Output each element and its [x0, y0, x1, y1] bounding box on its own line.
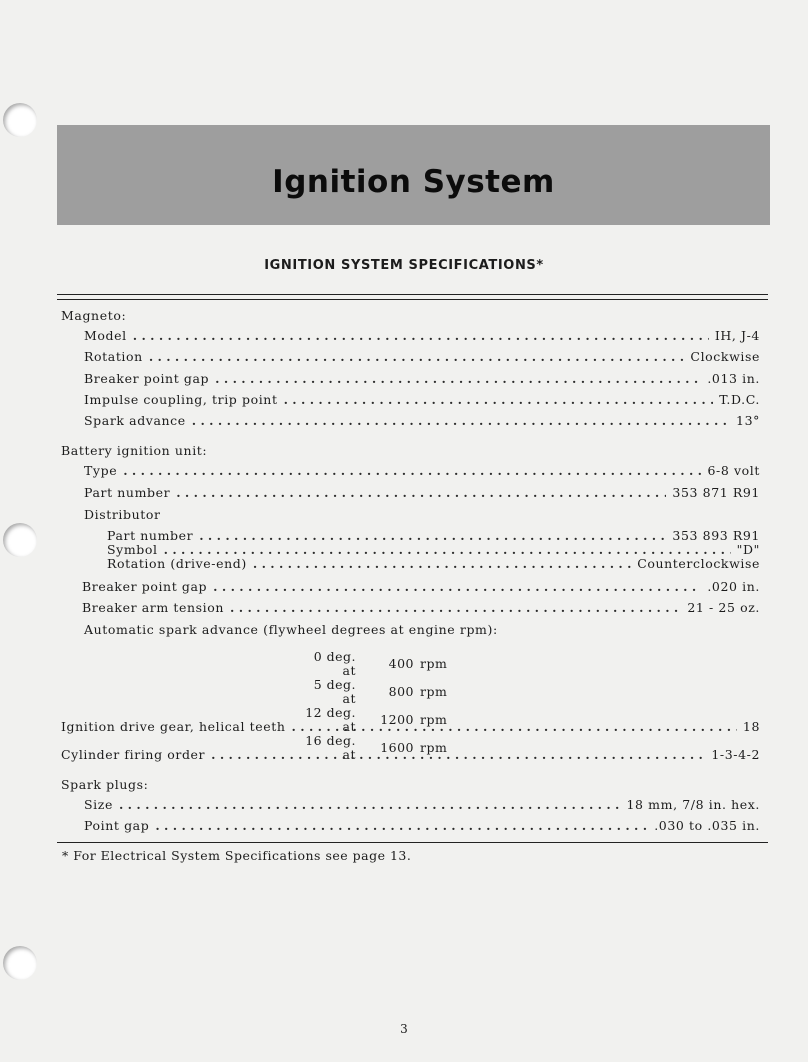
spec-label: Type: [84, 463, 118, 478]
spec-label: Spark advance: [84, 413, 186, 428]
spec-label: Point gap: [84, 818, 150, 833]
spec-row: [84, 464, 760, 478]
rpm-cell: 800: [388, 684, 414, 699]
spec-label: Breaker point gap: [84, 371, 210, 386]
spec-label: Breaker arm tension: [82, 600, 225, 615]
spec-value: IH, J-4: [714, 328, 760, 343]
auto-advance-table: [300, 650, 447, 762]
spec-value: 353 871 R91: [672, 485, 760, 500]
spec-label: Impulse coupling, trip point: [84, 392, 278, 407]
spec-row: [61, 720, 760, 734]
page-title: Ignition System: [272, 164, 555, 200]
spec-value: 6-8 volt: [707, 463, 760, 478]
spec-row: [107, 529, 760, 543]
unit-cell: rpm: [420, 740, 448, 755]
spec-row: [84, 486, 760, 500]
spec-value: "D": [736, 542, 760, 557]
dot-leader: [133, 329, 709, 343]
table-row: [300, 650, 447, 678]
table-row: [300, 678, 447, 706]
spec-value: 21 - 25 oz.: [687, 600, 760, 615]
dot-leader: [176, 486, 666, 500]
spec-value: T.D.C.: [719, 392, 760, 407]
spec-label: Rotation: [84, 349, 143, 364]
unit-cell: rpm: [420, 712, 448, 727]
spec-value: .020 in.: [707, 579, 760, 594]
dot-leader: [199, 529, 666, 543]
spec-value: Counterclockwise: [637, 556, 760, 571]
unit-cell: rpm: [420, 684, 448, 699]
spec-row: [84, 819, 760, 833]
dot-leader: [164, 543, 731, 557]
binder-hole-bottom: [3, 946, 37, 980]
deg-cell: 16 deg. at: [305, 733, 356, 762]
spec-label: Rotation (drive-end): [107, 556, 247, 571]
spec-label: Ignition drive gear, helical teeth: [61, 719, 286, 734]
spark-plugs-heading: Spark plugs:: [61, 777, 149, 792]
spec-value: Clockwise: [690, 349, 760, 364]
distributor-heading: Distributor: [84, 507, 161, 522]
footnote: * For Electrical System Specifications see page 13.: [62, 848, 412, 863]
spec-value: 18 mm, 7/8 in. hex.: [626, 797, 760, 812]
dot-leader: [213, 580, 701, 594]
dot-leader: [211, 748, 705, 762]
spec-value: 18: [742, 719, 760, 734]
spec-label: Part number: [107, 528, 194, 543]
spec-value: 1-3-4-2: [711, 747, 760, 762]
top-double-rule: [57, 294, 768, 300]
deg-cell: 0 deg. at: [313, 649, 356, 678]
deg-cell: 12 deg. at: [305, 705, 356, 734]
dot-leader: [284, 393, 714, 407]
spec-row: [84, 798, 760, 812]
spec-row: [82, 580, 760, 594]
spec-label: Symbol: [107, 542, 158, 557]
spec-label: Cylinder firing order: [61, 747, 206, 762]
dot-leader: [215, 372, 701, 386]
rpm-cell: 1600: [380, 740, 414, 755]
page-number: 3: [400, 1022, 408, 1036]
spec-row: [61, 748, 760, 762]
dot-leader: [155, 819, 648, 833]
dot-leader: [119, 798, 621, 812]
spec-value: .030 to .035 in.: [654, 818, 760, 833]
deg-cell: 5 deg. at: [313, 677, 356, 706]
dot-leader: [292, 720, 737, 734]
spec-value: .013 in.: [707, 371, 760, 386]
dot-leader: [230, 601, 681, 615]
spec-label: Model: [84, 328, 127, 343]
spec-row: [82, 601, 760, 615]
title-banner: [57, 125, 770, 225]
spec-row: [84, 393, 760, 407]
spec-row: [84, 329, 760, 343]
magneto-heading: Magneto:: [61, 308, 127, 323]
dot-leader: [192, 414, 730, 428]
spec-label: Size: [84, 797, 113, 812]
spec-row: [84, 414, 760, 428]
dot-leader: [253, 557, 631, 571]
dot-leader: [123, 464, 701, 478]
binder-hole-top: [3, 103, 37, 137]
auto-advance-heading: Automatic spark advance (flywheel degrees at engine rpm):: [84, 622, 498, 637]
unit-cell: rpm: [420, 656, 448, 671]
binder-hole-middle: [3, 523, 37, 557]
spec-label: Part number: [84, 485, 171, 500]
spec-label: Breaker point gap: [82, 579, 208, 594]
dot-leader: [149, 350, 685, 364]
spec-row: [107, 543, 760, 557]
battery-heading: Battery ignition unit:: [61, 443, 208, 458]
spec-value: 353 893 R91: [672, 528, 760, 543]
rpm-cell: 400: [388, 656, 414, 671]
bottom-rule: [57, 842, 768, 843]
rpm-cell: 1200: [380, 712, 414, 727]
spec-row: [84, 350, 760, 364]
section-subtitle: IGNITION SYSTEM SPECIFICATIONS*: [264, 258, 544, 273]
spec-row: [84, 372, 760, 386]
spec-row: [107, 557, 760, 571]
spec-value: 13°: [736, 413, 760, 428]
